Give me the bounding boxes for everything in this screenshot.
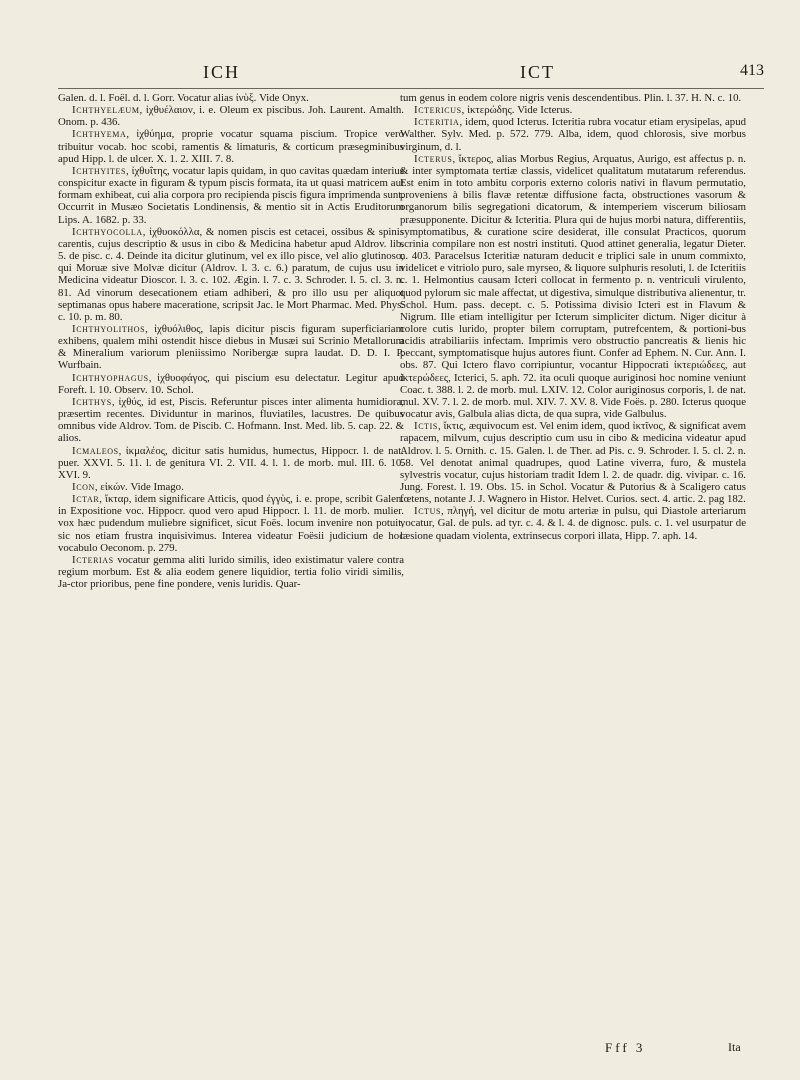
- catchword: Ita: [728, 1040, 741, 1054]
- entry-headword: Icterus: [414, 152, 453, 165]
- entry-headword: Icon: [72, 481, 95, 493]
- entry-text: , ἰχθυοφάγος, qui piscium esu delectatur. Legitur apud Foreft. l. 10. Observ. 10. Schol.: [58, 371, 404, 396]
- dictionary-entry: [58, 104, 404, 128]
- entry-headword: Icteritia: [414, 116, 460, 129]
- entry-text: vocatur gemma aliti lurido similis, ideo existimatur valere contra regium morbum. Est & alia eodem genere liquidior, tertia folio viridi similis, Ja-ctor prioribus, pene fine pondere, venis luridis. Quar-: [58, 553, 404, 591]
- entry-headword: Ictus: [414, 505, 442, 518]
- dictionary-entry: [58, 165, 404, 226]
- entry-text: tum genus in eodem colore nigris venis descendentibus. Plin. l. 37. H. N. c. 10.: [400, 92, 742, 104]
- left-column: [58, 92, 404, 590]
- entry-text: , ἴκτις, æquivocum est. Vel enim idem, quod ἰκτῖνος, & significat avem rapacem, milvum, cujus descriptio cum usu in cibo & medicina videatur apud Aldrov. l. 5. Ornith. c. 15. Galen. l. de Ther. ad Pis. c. 9. Schroder. l. 5. cl. 2. n. 58. Vel denotat animal quadrupes, quod Latine viverra, furo, & mustela sylvestris vocatur, cujus historiam tradit Idem l. 2. de quadr. dig. vivipar. c. 16. Jung. Forest. l. 19. Obs. 15. in Schol. Vocatur & Putorius & à Scaligero catus fœtens, notante J. J. Wagnero in Histor. Helvet. Curios. sect. 4. artic. 2. pag 182.: [400, 420, 746, 506]
- entry-headword: Ictar: [72, 493, 100, 506]
- dictionary-entry: [400, 116, 746, 152]
- left-running-head: ICH: [203, 62, 240, 82]
- entry-text: , ἴκτερος, alias Morbus Regius, Arquatus, Aurigo, est affectus p. n. & inter symptomata tertiæ classis, videlicet qualitatum mutatarum referendus. Est enim in toto ambitu corporis externo coloris nativi in flavum permutatio, proveniens à bilis flavæ retentæ diffusione facta, obstructiones vasorum & organorum bilis segregationi dicatorum, & intemperiem viscerum biliosam præsupponente. Dicitur & Icteritia. Plura qui de hujus morbi natura, differentiis, symptomatibus, & curatione scire desiderat, ille consulat Practicos, quorum scrinia compilare non est nostri instituti. Quod attinet generalia, legatur Dieter. n. 403. Paracelsus Icteritiæ naturam deducit e triplici sale in unum commixto, videlicet e vitriolo puro, sale myrseo, & liquore sulphuris resoluti, l. de Icteritiis c. 1. Helmontius causam Icteri collocat in fermento p. n. ventriculi virulento, quod pylorum sic male affectat, ut digestiva, simulque distributiva alienentur, tr. Schol. Hum. pass. decept. c. 5. Potissima divisio Icteri est in Flavum & Nigrum. Ille etiam intelligitur per Icterum simpliciter dictum. Niger dicitur à colore cutis lurido, propter bilem corruptam, putrefcentem, & portioni-bus acidis atrabiliariis infectam. Imprimis vero obstructio pancreatis & lienis hic peccant, symptomatisque hujus autores fiunt. Confer ad Ephem. N. Cur. Ann. I. obs. 87. Qui Ictero flavo corripiuntur, vocantur Hippocrati ἰκτεριώδεες, aut ἰκτερώδεες, Icterici, 5. aph. 72. ita oculi quoque auriginosi hoc nomine veniunt Coac. t. 388. l. 2. de morb. mul. LXIV. 12. Color auriginosus corporis, l. de nat. mul. XV. 7. l. 2. de morb. mul. XIV. 7. XV. 8. Vide Foës. p. 280. Icterus quoque vocatur avis, Galbula alias dicta, de qua supra, vide Galbulus.: [400, 152, 746, 421]
- entry-text: Galen. d. l. Foël. d. l. Gorr. Vocatur alias ἰνὺξ. Vide Onyx.: [58, 92, 309, 104]
- entry-headword: Icmaleos: [72, 444, 119, 457]
- entry-text: , idem, quod Icterus. Icteritia rubra vocatur etiam erysipelas, apud Walther. Sylv. Med. p. 572. 779. Alba, idem, quod chlorosis, sive morbus virginum, d. l.: [400, 116, 746, 153]
- dictionary-entry: [400, 153, 746, 420]
- running-header: [58, 62, 764, 89]
- entry-text: , ἰχθύς, id est, Piscis. Referuntur pisces inter alimenta humidiora, præsertim recentes. Dividuntur in marinos, fluviatiles, lacustres. De quibus omnibus vide Aldrov. Tom. de Piscib. C. Hofmann. Inst. Med. lib. 5. cap. 22. & alios.: [58, 395, 404, 445]
- entry-headword: Ictis: [414, 420, 438, 433]
- entry-headword: Ichthyema: [72, 128, 127, 141]
- entry-headword: Ichthyelæum: [72, 104, 140, 117]
- right-column: [400, 92, 746, 542]
- entry-text: , ἰκτερώδης. Vide Icterus.: [461, 104, 573, 117]
- dictionary-entry: [400, 420, 746, 505]
- entry-text: , ἰχθυόλιθος, lapis dicitur piscis figuram superficiariam exhibens, qualem mihi ostendit hisce diebus in Musæi sui Scrinio Metallorum & Mineralium variorum pleniissimo Noribergæ supra laudat. D. D. I. P. Wurfbain.: [58, 322, 404, 372]
- entry-text: , εἰκών. Vide Imago.: [94, 481, 184, 493]
- entry-headword: Ichthyites: [72, 164, 127, 177]
- entry-text: , ἰκμαλέος, dicitur satis humidus, humectus, Hippocr. l. de nat. puer. XXVI. 5. 11. l. de genitura VI. 2. VII. 4. l. 1. de morb. mul. III. 6. 10. XVI. 9.: [58, 444, 404, 481]
- dictionary-entry: [58, 372, 404, 396]
- dictionary-entry: [58, 481, 404, 493]
- dictionary-entry: [58, 396, 404, 445]
- entry-text: , πληγή, vel dicitur de motu arteriæ in pulsu, qui Diastole arteriarum vocatur, Gal. de puls. ad tyr. c. 4. & l. 4. de dignosc. puls. c. 1. vel usurpatur de læsione quadam violenta, extrinsecus corpori illata, Hipp. 7. aph. 14.: [400, 505, 746, 542]
- right-running-head: ICT: [520, 62, 555, 82]
- entry-headword: Ichthyolithos: [72, 322, 146, 335]
- dictionary-entry: [58, 226, 404, 323]
- continued-entry: [58, 92, 404, 104]
- entry-headword: Ichthys: [72, 395, 112, 408]
- signature-mark: Fff 3: [605, 1040, 646, 1055]
- dictionary-entry: [58, 128, 404, 164]
- dictionary-entry: [58, 554, 404, 590]
- dictionary-entry: [58, 445, 404, 481]
- entry-headword: Ictericus: [414, 104, 462, 117]
- dictionary-entry: [58, 493, 404, 554]
- entry-text: , ἰχθυοκόλλα, & nomen piscis est cetacei, ossibus & spinis carentis, cujus descriptio & usus in cibo & Medicina habetur apud Aldrov. lib. 5. de pisc. c. 4. Deinde ita dicitur glutinum, vel ex illo pisce, vel alio glutinoso, qui Moruæ sive Molvæ dicitur (Aldrov. l. 3. c. 6.) paratum, de cujus usu in Medicina videatur Dioscor. l. 3. c. 102. Ægin. l. 7. c. 3. Schroder. l. 5. cl. 3. n. 81. Ad vinorum desecationem etiam adhiberi, & pro illo usu per aliquot septimanas opus habere maceratione, scripsit Jac. le Mort Pharmac. Med. Phys. c. 10. p. m. 80.: [58, 225, 404, 323]
- entry-headword: Ichthyophagus: [72, 371, 149, 384]
- entry-text: , ἰχθυΐτης, vocatur lapis quidam, in quo cavitas quædam interius conspicitur exacte in figuram & typum piscis formata, ita ut quasi matricem aut formam exhibeat, cui alia corpora pro recipienda piscis figura imprimenda sunt. Occurrit in Musæo Societatis Londinensis, & mentio sit in Actis Eruditorum Lips. A. 1682. p. 33.: [58, 164, 404, 226]
- dictionary-entry: [400, 505, 746, 541]
- page-number: 413: [740, 62, 764, 79]
- entry-headword: Ichthyocolla: [72, 225, 143, 238]
- continued-entry: [400, 92, 746, 104]
- entry-text: , ἰχθύημα, proprie vocatur squama piscium. Tropice vero tribuitur vocab. hoc scobi, ramentis & limaturis, & corticum præsegminibus apud Hipp. l. de ulcer. X. 1. 2. XIII. 7. 8.: [58, 128, 404, 165]
- entry-text: , ἰχθυέλαιον, i. e. Oleum ex piscibus. Joh. Laurent. Amalth. Onom. p. 436.: [58, 104, 404, 129]
- entry-headword: Icterias: [72, 553, 114, 566]
- entry-text: , ἴκταρ, idem significare Atticis, quod ἐγγὺς, i. e. prope, scribit Galen. in Expositione voc. Hippocr. quod vero apud Hippocr. l. 11. de morb. mulier. vox hæc pudendum muliebre significet, sicut Foës. locum invenire non potuit, sic nos etiam frustra inquisivimus. Interea videatur Foësii judicium de hoc vocabulo Oeconom. p. 279.: [58, 493, 404, 554]
- dictionary-entry: [400, 104, 746, 116]
- dictionary-entry: [58, 323, 404, 372]
